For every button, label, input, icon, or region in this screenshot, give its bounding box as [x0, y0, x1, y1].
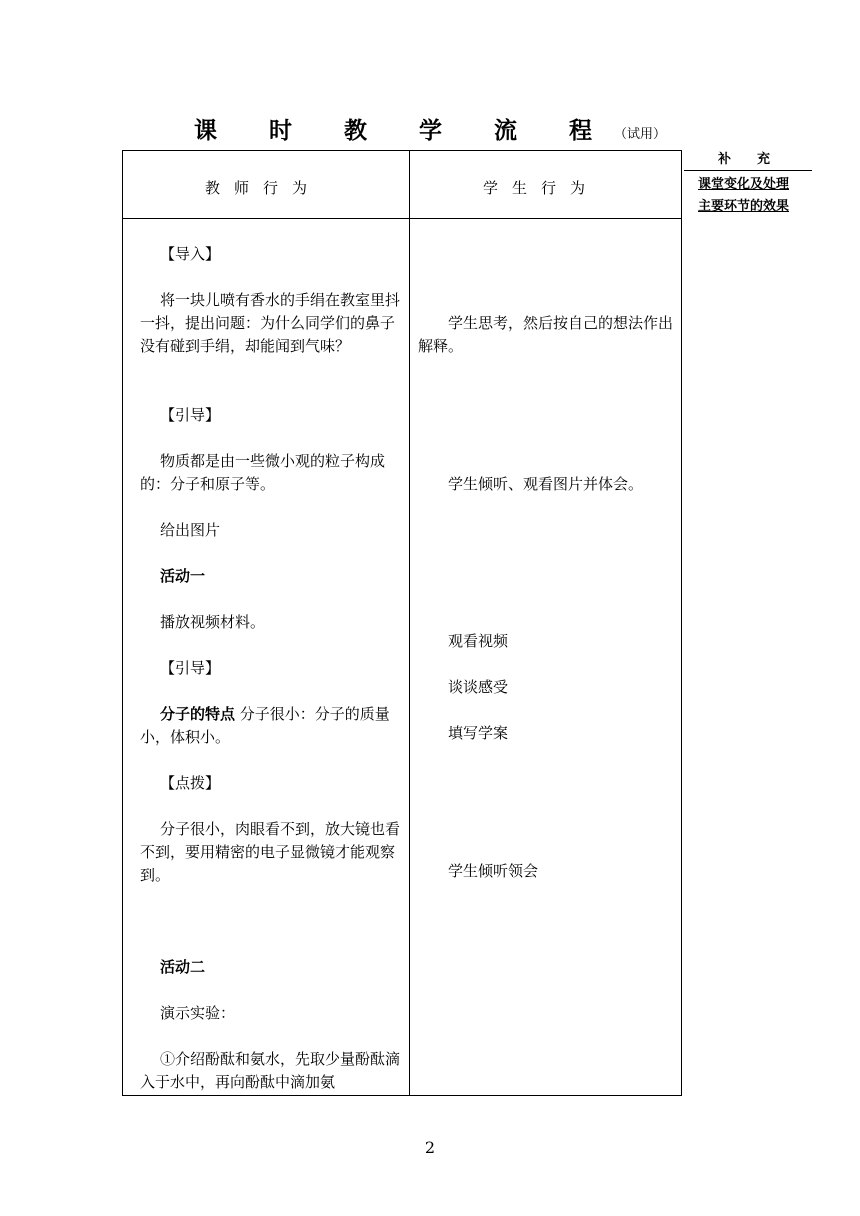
side-rule	[684, 170, 812, 171]
student-fill: 填写学案	[448, 724, 509, 742]
column-divider	[409, 151, 410, 1095]
intro-heading: 【导入】	[160, 245, 221, 263]
header-student: 学生行为	[483, 179, 600, 197]
student-talk: 谈谈感受	[448, 678, 509, 696]
activity-one: 活动一	[160, 567, 206, 585]
hint-text: 分子很小，肉眼看不到，放大镜也看不到，要用精密的电子显微镜才能观察到。	[140, 820, 401, 884]
page-title	[0, 112, 860, 145]
demo-step-1: ①介绍酚酞和氨水，先取少量酚酞滴入于水中，再向酚酞中滴加氨	[140, 1050, 401, 1091]
header-teacher: 教师行为	[205, 179, 322, 197]
page-number: 2	[424, 1138, 436, 1157]
title-note: （试用）	[614, 127, 667, 142]
header-divider	[123, 218, 681, 219]
feature-label: 分子的特点	[160, 705, 236, 723]
student-watch: 观看视频	[448, 632, 509, 650]
feature-body: 分子很小：分子的质量小，体积小。	[140, 705, 390, 746]
side-line2: 主要环节的效果	[698, 199, 790, 214]
side-line1: 课堂变化及处理	[698, 177, 790, 192]
student-listen-2: 学生倾听领会	[448, 862, 539, 880]
feature-text	[140, 703, 402, 749]
hint-heading: 【点拨】	[160, 774, 221, 792]
guide-heading-2: 【引导】	[160, 659, 221, 677]
activity-two: 活动二	[160, 958, 206, 976]
play-video: 播放视频材料。	[160, 613, 266, 631]
title-main: 课 时 教 学 流 程	[193, 117, 615, 144]
side-supplement: 补充	[718, 152, 797, 167]
give-picture: 给出图片	[160, 521, 221, 539]
guide-heading: 【引导】	[160, 406, 221, 424]
intro-text: 将一块儿喷有香水的手绢在教室里抖一抖，提出问题：为什么同学们的鼻子没有碰到手绢，却能闻到气味？	[140, 291, 401, 355]
guide-text: 物质都是由一些微小观的粒子构成的：分子和原子等。	[140, 452, 386, 493]
student-listen: 学生倾听、观看图片并体会。	[448, 475, 644, 493]
side-notes	[684, 150, 814, 218]
demo-label: 演示实验：	[160, 1004, 236, 1022]
student-think: 学生思考，然后按自己的想法作出解释。	[418, 314, 674, 355]
